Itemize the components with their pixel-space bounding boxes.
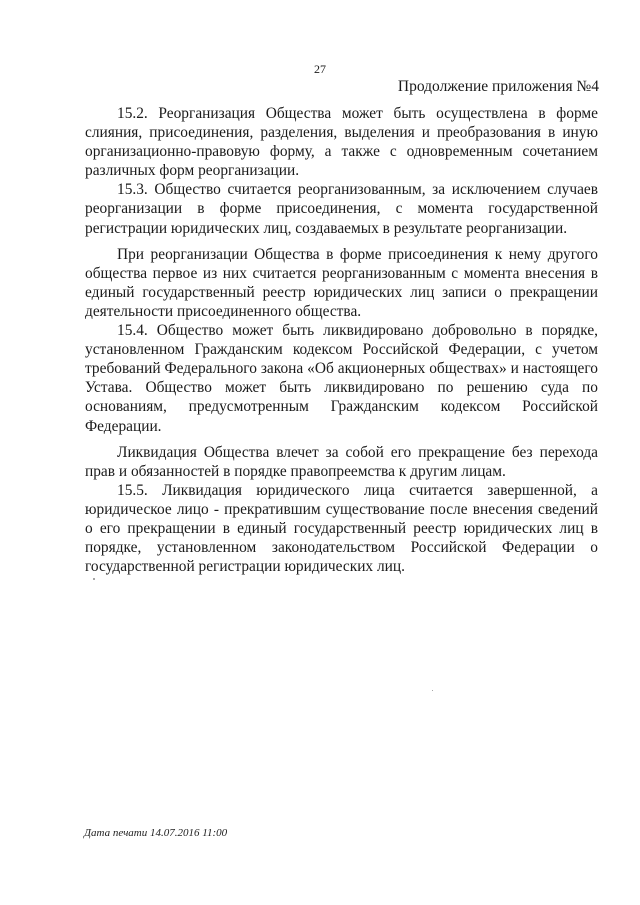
paragraph-15-3: 15.3. Общество считается реорганизованным, за исключением случаев реорганизации в форме присоединения, с момента государственной регистрации юридических лиц, создаваемых в результате реорганизации.: [85, 181, 598, 237]
paragraph-15-4: 15.4. Общество может быть ликвидировано добровольно в порядке, установленном Гражданским кодексом Российской Федерации, с учетом требований Федерального закона «Об акционерных обществах» и настоящего Устава. Общество может быть ликвидировано по решению суда по основаниям, предусмотренным Гражданским кодексом Российской Федерации.: [85, 322, 598, 435]
print-date: Дата печати 14.07.2016 11:00: [84, 827, 228, 839]
paragraph-15-5: 15.5. Ликвидация юридического лица считается завершенной, а юридическое лицо - прекратившим существование после внесения сведений о его прекращении в единый государственный реестр юридических лиц в порядке, установленном законодательством Российской Федерации о государственной регистрации юридических лиц.: [85, 481, 598, 576]
paragraph-15-2: 15.2. Реорганизация Общества может быть осуществлена в форме слияния, присоединения, разделения, выделения и преобразования в иную организационно-правовую форму, а также с одновременным сочетанием различных форм реорганизации.: [85, 105, 598, 180]
document-body: [85, 104, 598, 576]
paragraph-merger-registration: При реорганизации Общества в форме присоединения к нему другого общества первое из них считается реорганизованным с момента внесения в единый государственный реестр юридических лиц записи о прекращении деятельности присоединенного общества.: [85, 245, 598, 320]
appendix-continuation-note: Продолжение приложения №4: [397, 78, 599, 95]
paragraph-liquidation-effect: Ликвидация Общества влечет за собой его прекращение без перехода прав и обязанностей в порядке правопреемства к другим лицам.: [85, 443, 598, 480]
page-number: 27: [314, 62, 326, 76]
scan-speck: [93, 578, 95, 580]
scan-speck: [432, 690, 433, 691]
